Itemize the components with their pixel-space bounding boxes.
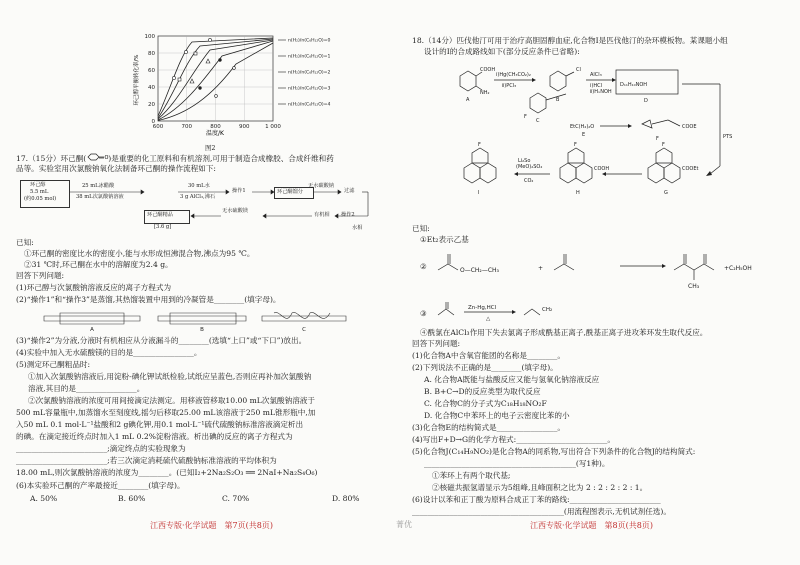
b-cl: Cl (576, 67, 581, 73)
y-tick-label: 60 (148, 68, 155, 74)
g-cooet: COOEt (682, 166, 699, 172)
q17-known-2: ②31 ℃时,环己酮在水中的溶解度为2.4 g。 (24, 260, 173, 269)
q17-part-1: (1)环己醇与次氯酸钠溶液反应的离子方程式为 (16, 283, 172, 292)
legend-entry: n(H₂)/n(C₆H₁₂O)=0 (288, 38, 331, 44)
label-b: B (556, 97, 560, 103)
y-tick-label: 20 (148, 102, 155, 108)
known-2-plus-1: + (538, 265, 544, 272)
flow-aqueous: 水相 (352, 225, 363, 231)
pts-label: PTS (723, 134, 733, 140)
q17-stem-1a: 17.（15分）环己酮( (16, 154, 87, 163)
flow-product-mix: 环己酮馏分 (277, 189, 303, 195)
legend-entry: n(H₂)/n(C₆H₁₂O)=4 (288, 102, 331, 108)
q18-part-2b: B. B+C→D的反应类型为取代反应 (424, 387, 541, 396)
q18-part-5: (5)化合物J(C₁₄H₉NO₂)是化合物A的同系物,写出符合下列条件的化合物J的结构简式: (412, 447, 696, 456)
compound-i-ring (464, 163, 480, 183)
condensers-figure (40, 306, 350, 332)
known-3-condition: Zn-Hg,HCl (468, 305, 497, 311)
q17-choice-a: A. 50% (30, 494, 58, 503)
h-cooh: COOH (594, 166, 610, 172)
q17-choice-d: D. 80% (332, 494, 360, 503)
legend-entry: n(H₂)/n(C₆H₁₂O)=2 (288, 70, 331, 76)
label-c: C (536, 118, 540, 124)
right-page (396, 0, 800, 565)
svg-text:O: O (104, 155, 109, 161)
compound-g-ring (648, 163, 664, 183)
q18-part-2c: C. 化合物C的分子式为C₁₈H₁₈NO₂F (424, 399, 547, 408)
q17-part-5b: ②次氯酸钠溶液的浓度可用间接滴定法测定。用移液管移取10.00 mL次氯酸钠溶液于 (28, 396, 315, 405)
condenser-label: B (200, 327, 204, 333)
chart-caption: 图2 (205, 144, 216, 152)
y-tick-label: 80 (148, 51, 155, 57)
q18-part-3: (3)化合物E的结构简式是________________。 (412, 423, 565, 432)
q17-stem-1 (16, 153, 334, 163)
q17-answer-lead: 回答下列问题: (16, 271, 65, 280)
flow-reagent-5: 无水碳酸钠 (308, 183, 334, 189)
q17-part-5b-3: 入50 mL 0.1 mol·L⁻¹盐酸和2 g碘化钾,用0.1 mol·L⁻¹硫代硫酸钠标准溶液滴定析出 (16, 420, 304, 429)
condenser-a (44, 313, 140, 324)
x-tick-label: 900 (239, 124, 250, 130)
q17-part-5b-4: 的碘。在滴定接近终点时加入1 mL 0.2%淀粉溶液。析出碘的反应的离子方程式为 (16, 432, 293, 441)
flow-final: 环己酮精品 (147, 212, 173, 218)
label-e: E (582, 132, 586, 138)
q18-known-3-label: ③ (420, 309, 427, 318)
q17-choice-c: C. 70% (222, 494, 250, 503)
g-f: F (662, 142, 665, 148)
q17-part-5a-2: 溶液,其目的是________________。 (28, 384, 145, 393)
cond-cd-2: ⅱ)HₓNOH (590, 89, 612, 95)
flow-filter: 过滤 (344, 188, 355, 194)
right-footer: 江西专版·化学试题 第8页(共8页) (530, 521, 653, 530)
compound-b-ring (550, 71, 566, 91)
chart-xlabel: 温度/K (206, 130, 224, 137)
conversion-chart (130, 30, 330, 142)
flow-organic: 有机相 (314, 212, 330, 218)
compound-c-ring (530, 93, 546, 113)
flow-mass: [3.6 g] (154, 224, 172, 230)
i-f: F (478, 142, 481, 148)
label-d: D (644, 98, 648, 104)
q17-part-5b-7: 18.00 mL,则次氯酸钠溶液的浓度为________。(已知I₂+2Na₂S₂O₃ ══ 2NaI+Na₂S₄O₆) (16, 468, 318, 477)
flow-reagent-6: 无水硫酸镁 (222, 208, 248, 214)
q17-choice-b: B. 60% (118, 494, 146, 503)
flow-reagent-4: 3 g AlCl₃,沸石 (180, 194, 216, 200)
e-reagent: EtC(H₂)₂O (570, 124, 595, 130)
q17-known-title: 已知: (16, 238, 34, 247)
q18-part-6: (6)设计以苯和正丁酸为原料合成正丁苯的路线:________________________ (412, 495, 661, 504)
q17-part-2: (2)“操作1”和“操作3”是蒸馏,其热馏装置中用到的冷凝管是________(填字母)。 (16, 295, 281, 304)
q17-known-1: ①环己酮的密度比水的密度小,能与水形成恒沸混合物,沸点为95 ℃。 (24, 249, 255, 258)
cyclohexanone-structure (86, 153, 108, 161)
known-3-delta: △ (486, 316, 491, 322)
known-2-reaction (434, 246, 784, 296)
cond-ab-2: ⅱ)PCl₃ (502, 83, 517, 89)
label-f: F (656, 136, 659, 142)
compound-a-ring (460, 71, 476, 91)
flow-reagent-3: 30 mL水 (188, 183, 210, 189)
watermark: 菁优 (396, 520, 412, 529)
x-tick-label: 800 (210, 124, 221, 130)
q17-part-3: (3)“操作2”为分液,分液时有机相应从分液漏斗的________(选填“上口”或“下口”)放出。 (16, 336, 307, 345)
left-footer: 江西专版·化学试题 第7页(共8页) (150, 521, 273, 530)
cond-bc: AlCl₃ (590, 72, 602, 78)
q18-part-5c: ①苯环上有两个取代基; (432, 471, 511, 480)
synthesis-route (420, 56, 750, 221)
known-2-ester: O—CH₂—CH₃ (460, 267, 499, 274)
cond-ab-1: ⅰ)Hg(CH₃CO₂)₂ (496, 72, 531, 78)
q18-part-2a: A. 化合物A既能与盐酸反应又能与氢氧化钠溶液反应 (424, 375, 600, 384)
label-h: H (576, 190, 580, 196)
q18-known-4: ④酰氯在AlCl₃作用下失去氯离子形成酰基正离子,酰基正离子进攻苯环发生取代反应。 (420, 328, 708, 337)
flow-reagent-2: 38 mL次氯酸钠溶液 (76, 194, 124, 200)
y-tick-label: 100 (144, 34, 155, 40)
cond-cd-1: ⅰ)HCl (590, 83, 602, 89)
c-f: F (524, 114, 527, 120)
y-tick-label: 40 (148, 85, 155, 91)
label-g: G (664, 190, 668, 196)
q17-part-5b-6: ________________________;若三次滴定消耗硫代硫酸钠标准溶液的平均体积为 (16, 456, 277, 465)
q17-part-5b-2: 500 mL容量瓶中,加蒸馏水至刻度线,摇匀后移取25.00 mL该溶液于250 mL锥形瓶中,加 (16, 408, 316, 417)
label-a: A (466, 97, 470, 103)
q18-known-2-label: ② (420, 262, 427, 271)
x-tick-label: 600 (152, 124, 164, 130)
compound-h-ring (560, 163, 576, 183)
label-i: I (478, 190, 480, 196)
flow-start-mol: (约0.05 mol) (24, 196, 57, 202)
x-tick-label: 1 000 (265, 124, 281, 130)
h-f: F (574, 142, 577, 148)
known-2-methyl: CH₃ (688, 283, 700, 290)
d-formula: D₁₁H₁₀NOH (620, 82, 648, 88)
known-2-plus-2: +C₂H₅OH (724, 265, 752, 272)
legend-entry: n(H₂)/n(C₆H₁₂O)=1 (288, 54, 331, 60)
cond-gh-1: Li₂So (518, 158, 531, 164)
q18-part-5d: ②核磁共振氢谱显示为5组峰,且峰面积之比为 2 : 2 : 2 : 2 : 1。 (432, 483, 648, 492)
condenser-c (262, 312, 346, 321)
x-tick-label: 700 (181, 124, 192, 130)
flow-op2: 操作2 (341, 212, 355, 218)
legend-entry: n(H₂)/n(C₆H₁₂O)=3 (288, 86, 331, 92)
q18-part-5b: ________________________________________(写1种)。 (424, 459, 610, 468)
q18-stem-1: 18.（14分）匹伐他汀可用于治疗高胆固醇血症,化合物I是匹伐他汀的杂环模板物。某课题小组 (412, 36, 728, 45)
q17-part-5a: ①加入次氯酸钠溶液后,用淀粉-碘化钾试纸检验,试纸应呈蓝色,否则应再补加次氯酸钠 (28, 372, 312, 381)
known-3-reaction (434, 299, 574, 325)
condenser-b (158, 313, 246, 324)
condenser-label: A (90, 327, 94, 333)
q17-part-5b-5: ________________________;滴定终点的实验现象为 (16, 444, 186, 453)
q18-part-2: (2)下列说法不正确的是________(填字母)。 (412, 363, 558, 372)
flow-op1: 操作1 (232, 188, 246, 194)
cond-gh-2: (MeO)₂SO₂ (516, 164, 543, 170)
a-cooh: COOH (480, 67, 496, 73)
q17-flowchart (16, 176, 386, 236)
q18-part-2d: D. 化合物C中苯环上的电子云密度比苯的小 (424, 411, 570, 420)
q17-stem-2: 品等。实验室用次氯酸钠氧化法制备环己酮的操作流程如下: (16, 164, 216, 173)
f-cooe: COOE (682, 124, 697, 130)
known-3-product: CH₂ (542, 307, 553, 313)
q17-stem-1b: )是重要的化工原料和有机溶剂,可用于制造合成橡胶、合成纤维和药 (108, 154, 334, 163)
flow-start: 环己醇 (30, 182, 46, 188)
flow-start-amount: 5.5 mL (30, 189, 49, 195)
y-tick-label: 0 (151, 119, 155, 125)
q17-part-5: (5)测定环己酮粗品时: (16, 360, 91, 369)
flow-reagent-1: 25 mL冰醋酸 (82, 183, 115, 189)
chart-ylabel: 环己醇平衡转化率/% (134, 54, 140, 106)
q18-part-6b: ________________________________________(用流程图表示,无机试剂任选)。 (412, 507, 671, 516)
q18-answer-lead: 回答下列问题: (412, 339, 461, 348)
cond-gh-3: CO₂ (524, 178, 534, 184)
compound-f-ring (642, 120, 652, 128)
condenser-label: C (302, 327, 306, 333)
q18-known-1: ①Et₂表示乙基 (420, 235, 469, 244)
q18-part-1: (1)化合物A中含氧官能团的名称是________。 (412, 351, 565, 360)
q18-known-title: 已知: (412, 224, 430, 233)
a-nh2: NH₂ (480, 90, 490, 96)
q17-part-4: (4)实验中加入无水硫酸镁的目的是________________。 (16, 348, 202, 357)
q18-part-4: (4)写出F+D→G的化学方程式:________________________。 (412, 435, 615, 444)
q17-part-6: (6)本实验环己酮的产率最接近________(填字母)。 (16, 481, 185, 490)
q18-stem-2: 设计的I的合成路线如下(部分反应条件已省略): (424, 47, 580, 56)
